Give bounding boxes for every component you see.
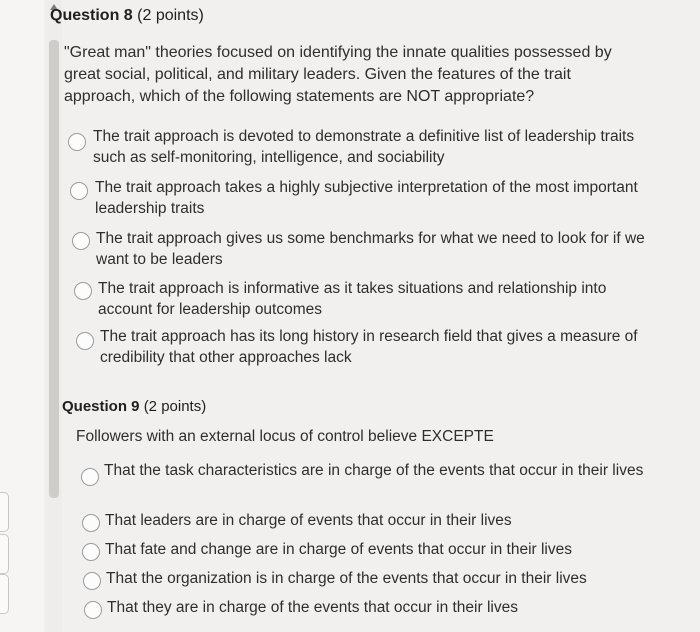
radio-button[interactable] xyxy=(81,468,99,486)
radio-button[interactable] xyxy=(83,572,101,590)
radio-button[interactable] xyxy=(70,182,88,200)
option-label: That the organization is in charge of the events that occur in their lives xyxy=(106,570,587,587)
left-rail xyxy=(0,0,44,632)
option-label: The trait approach takes a highly subjective interpretation of the most important leadership traits xyxy=(95,179,638,217)
question-points: (2 points) xyxy=(143,398,207,415)
rail-tab[interactable] xyxy=(0,534,9,574)
question-points: (2 points) xyxy=(137,7,204,24)
radio-button[interactable] xyxy=(82,543,100,561)
option-label: The trait approach gives us some benchmarks for what we need to look for if we want to be leaders xyxy=(96,230,645,268)
radio-button[interactable] xyxy=(84,601,102,619)
option-label: The trait approach is devoted to demonstrate a definitive list of leadership traits such as self-monitoring, intelligence, and sociability xyxy=(93,128,635,166)
question-number: Question 8 xyxy=(50,7,133,24)
question-number: Question 9 xyxy=(62,398,140,415)
rail-tab[interactable] xyxy=(0,574,9,614)
radio-button[interactable] xyxy=(72,232,90,250)
radio-button[interactable] xyxy=(82,514,100,532)
option-label: That the task characteristics are in charge of the events that occur in their lives xyxy=(104,462,644,479)
rail-tab[interactable] xyxy=(0,492,9,532)
question-8-text: "Great man" theories focused on identifying the innate qualities possessed by great social, political, and military leaders. Given the features of the trait approach, which of the following statements are NOT appropriate? xyxy=(64,44,612,105)
option-label: That fate and change are in charge of events that occur in their lives xyxy=(105,541,572,558)
question-9-title xyxy=(62,398,206,415)
option-label: The trait approach is informative as it takes situations and relationship into account for leadership outcomes xyxy=(98,280,607,318)
radio-button[interactable] xyxy=(74,282,92,300)
option-label: The trait approach has its long history in research field that gives a measure of credibility that other approaches lack xyxy=(100,328,638,366)
question-8-title xyxy=(50,7,204,25)
radio-button[interactable] xyxy=(76,332,94,350)
quiz-content xyxy=(50,0,700,632)
radio-button[interactable] xyxy=(68,133,86,151)
option-label: That leaders are in charge of events that occur in their lives xyxy=(105,512,512,529)
option-label: That they are in charge of the events that occur in their lives xyxy=(107,599,518,616)
question-9-text: Followers with an external locus of control believe EXCEPTE xyxy=(76,428,494,445)
